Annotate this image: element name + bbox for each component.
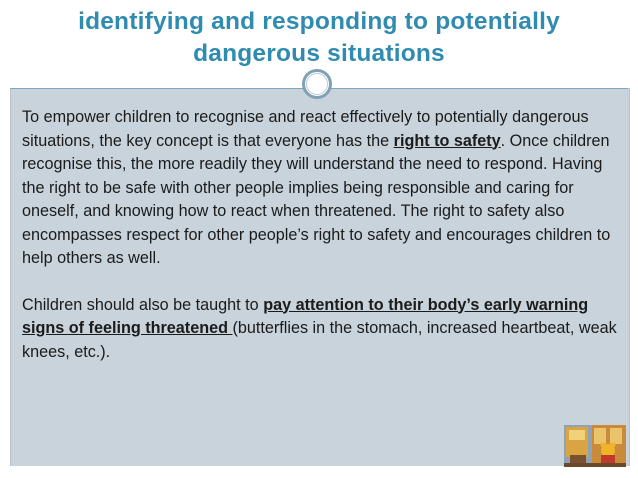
paragraph-2 [22,294,622,365]
title-line-2: dangerous situations [193,40,445,67]
paragraph-2-rest: (butterflies in the stomach, increased heartbeat, weak knees, etc.). [22,319,617,361]
title-line-1: identifying and responding to potentially [78,8,560,35]
slide-title [10,6,628,70]
paragraph-1 [22,106,622,271]
paragraph-1-rest: . Once children recognise this, the more readily they will understand the need to respond. Having the right to be safe with other people implies being responsible and caring for oneself, and knowing how to react when threatened. The right to safety also encompasses respect for other people’s right to safety and encourages children to help others as well. [22,131,611,267]
paragraph-2-intro: Children should also be taught to [22,295,264,314]
circle-ornament-inner-ring [306,73,328,95]
warning-signs-emphasis: pay attention to their body’s early warning signs of feeling threatened [22,295,589,337]
paragraph-1-intro: To empower children to recognise and react effectively to potentially dangerous situations, the key concept is that everyone has the [22,108,589,150]
body-text [22,106,622,364]
right-to-safety-emphasis: right to safety [393,131,501,150]
cartoon-bear-picture [564,425,626,467]
